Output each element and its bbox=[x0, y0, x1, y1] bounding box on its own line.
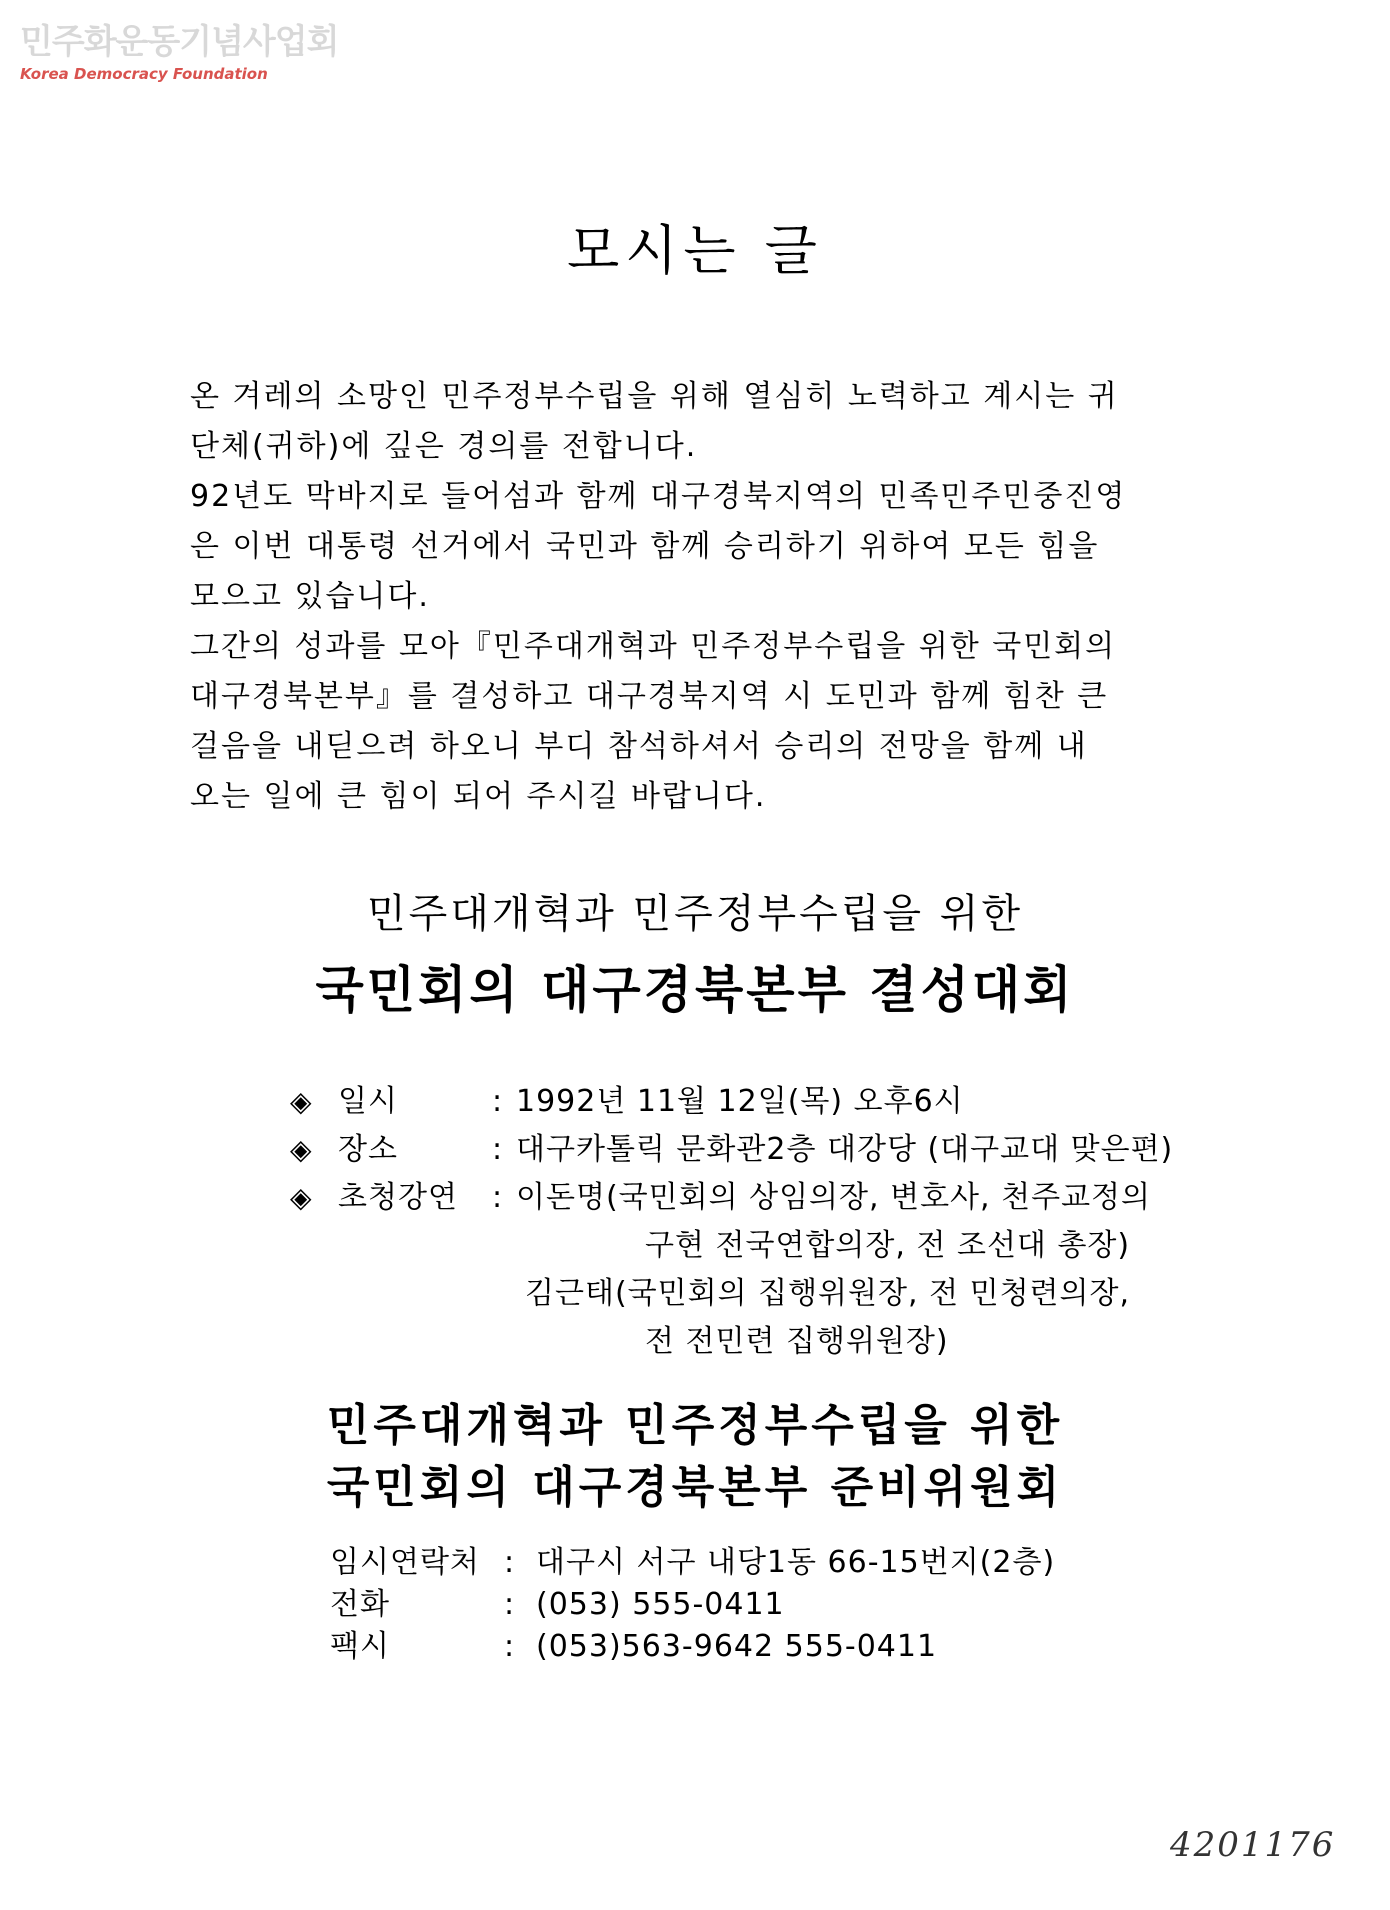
date-value: 1992년 11월 12일(목) 오후6시 bbox=[516, 1084, 964, 1119]
colon: : bbox=[492, 1084, 504, 1119]
body-line: 온 겨레의 소망인 민주정부수립을 위해 열심히 노력하고 계시는 귀 bbox=[190, 379, 1119, 414]
organizer bbox=[0, 1395, 1390, 1519]
body-line: 오는 일에 큰 힘이 되어 주시길 바랍니다. bbox=[190, 779, 767, 814]
body-line: 은 이번 대통령 선거에서 국민과 함께 승리하기 위하여 모든 힘을 bbox=[190, 529, 1100, 564]
invitation-body bbox=[190, 372, 1230, 822]
diamond-bullet-icon: ◈ bbox=[290, 1085, 313, 1118]
colon: : bbox=[504, 1629, 516, 1664]
body-line: 92년도 막바지로 들어섬과 함께 대구경북지역의 민족민주민중진영 bbox=[190, 479, 1127, 514]
watermark-english: Korea Democracy Foundation bbox=[20, 65, 268, 83]
document-title: 모시는 글 bbox=[567, 219, 823, 282]
colon: : bbox=[504, 1587, 516, 1622]
organizer-line: 국민회의 대구경북본부 준비위원회 bbox=[326, 1462, 1064, 1513]
event-subtitle: 민주대개혁과 민주정부수립을 위한 bbox=[366, 891, 1024, 937]
lecture-speaker-2: 김근태(국민회의 집행위원장, 전 민청련의장, bbox=[525, 1276, 1131, 1311]
lecture-speaker-1: 이돈명(국민회의 상임의장, 변호사, 천주교정의 bbox=[516, 1180, 1152, 1215]
diamond-bullet-icon: ◈ bbox=[290, 1133, 313, 1166]
colon: : bbox=[504, 1545, 516, 1580]
phone-value: (053) 555-0411 bbox=[536, 1587, 785, 1622]
watermark-korean: 민주화운동기념사업회 bbox=[20, 22, 339, 62]
body-line: 모으고 있습니다. bbox=[190, 579, 430, 614]
place-value: 대구카톨릭 문화관2층 대강당 (대구교대 맞은편) bbox=[516, 1132, 1174, 1167]
body-line: 대구경북본부』를 결성하고 대구경북지역 시 도민과 함께 힘찬 큰 bbox=[190, 679, 1109, 714]
place-label: 장소 bbox=[338, 1132, 398, 1167]
address-value: 대구시 서구 내당1동 66-15번지(2층) bbox=[536, 1545, 1056, 1580]
body-line: 걸음을 내딛으려 하오니 부디 참석하셔서 승리의 전망을 함께 내 bbox=[190, 729, 1088, 764]
document-number: 4201176 bbox=[1170, 1825, 1336, 1865]
fax-label: 팩시 bbox=[330, 1629, 390, 1664]
lecture-speaker-1-cont: 구현 전국연합의장, 전 조선대 총장) bbox=[645, 1228, 1131, 1263]
phone-label: 전화 bbox=[330, 1587, 390, 1622]
foundation-watermark bbox=[20, 22, 338, 84]
body-line: 단체(귀하)에 깊은 경의를 전합니다. bbox=[190, 429, 698, 464]
lecture-speaker-2-cont: 전 전민련 집행위원장) bbox=[645, 1324, 949, 1359]
event-title: 국민회의 대구경북본부 결성대회 bbox=[315, 961, 1075, 1019]
date-label: 일시 bbox=[338, 1084, 398, 1119]
diamond-bullet-icon: ◈ bbox=[290, 1181, 313, 1214]
colon: : bbox=[492, 1132, 504, 1167]
address-label: 임시연락처 bbox=[330, 1545, 480, 1580]
body-line: 그간의 성과를 모아『민주대개혁과 민주정부수립을 위한 국민회의 bbox=[190, 629, 1117, 664]
organizer-line: 민주대개혁과 민주정부수립을 위한 bbox=[326, 1400, 1064, 1451]
lecture-label: 초청강연 bbox=[338, 1180, 458, 1215]
fax-value: (053)563-9642 555-0411 bbox=[536, 1629, 938, 1664]
colon: : bbox=[492, 1180, 504, 1215]
